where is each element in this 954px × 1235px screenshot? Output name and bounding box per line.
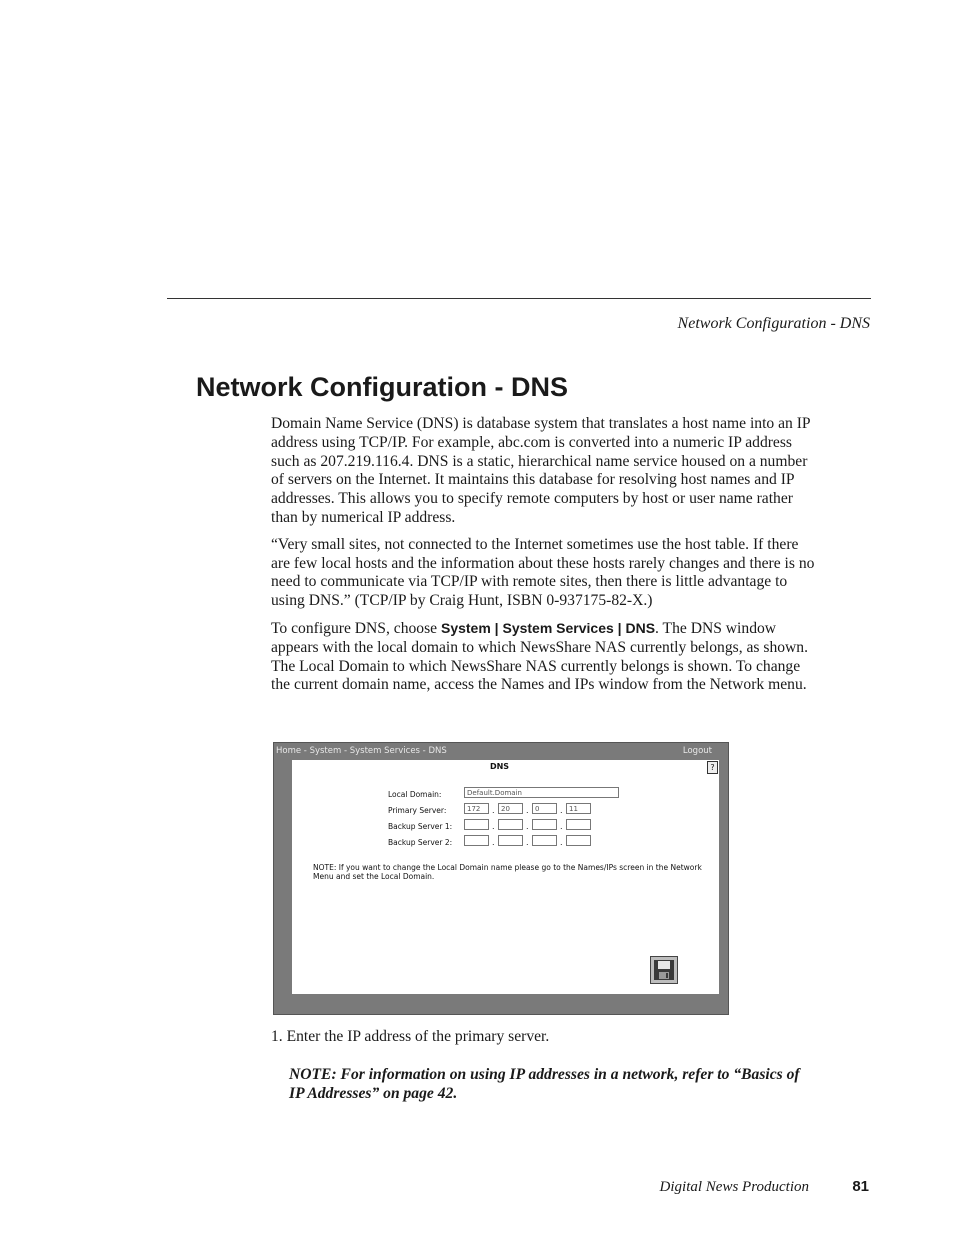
- primary-octet-1[interactable]: 172: [464, 803, 489, 814]
- breadcrumb[interactable]: Home - System - System Services - DNS: [276, 746, 447, 756]
- octet-dot: .: [560, 838, 563, 847]
- local-domain-field[interactable]: Default.Domain: [464, 787, 619, 798]
- header-rule: [167, 298, 871, 299]
- save-button[interactable]: [650, 956, 678, 984]
- backup2-octet-3[interactable]: [532, 835, 557, 846]
- note-ip-basics: NOTE: For information on using IP addresses in a network, refer to “Basics of IP Addresses” on page 42.: [289, 1066, 800, 1102]
- paragraph-quote: “Very small sites, not connected to the Internet sometimes use the host table. If there are few local hosts and the information about these hosts rarely changes and there is no need to communicate via TCP/IP with remote sites, then there is little advantage to using DNS.” (TCP/IP by Craig Hunt, ISBN 0-937175-82-X.): [271, 535, 815, 610]
- panel-title: DNS: [489, 762, 510, 771]
- backup1-octet-3[interactable]: [532, 819, 557, 830]
- backup1-octet-2[interactable]: [498, 819, 523, 830]
- primary-octet-2[interactable]: 20: [498, 803, 523, 814]
- backup1-octet-1[interactable]: [464, 819, 489, 830]
- configure-text-rest: . The DNS window appears with the local domain to which NewsShare NAS currently belongs, as shown. The Local Domain to which NewsShare NAS currently belongs is shown. To change the current domain name, access the Names and IPs window from the Network menu.: [271, 619, 809, 694]
- octet-dot: .: [560, 822, 563, 831]
- menu-path: System | System Services | DNS: [440, 619, 656, 636]
- primary-octet-4[interactable]: 11: [566, 803, 591, 814]
- paragraph-configure: [271, 619, 816, 695]
- octet-dot: .: [492, 806, 495, 815]
- dns-panel: [292, 760, 719, 994]
- primary-server-label: Primary Server:: [388, 806, 447, 815]
- configure-text-lead: To configure DNS, choose: [271, 619, 441, 637]
- backup-server-2-label: Backup Server 2:: [388, 838, 453, 847]
- step-1: 1. Enter the IP address of the primary server.: [271, 1028, 550, 1045]
- primary-octet-3[interactable]: 0: [532, 803, 557, 814]
- backup2-octet-4[interactable]: [566, 835, 591, 846]
- backup2-octet-2[interactable]: [498, 835, 523, 846]
- screenshot-title-bar: [274, 743, 728, 759]
- backup2-octet-1[interactable]: [464, 835, 489, 846]
- dns-window-screenshot: [273, 742, 729, 1015]
- backup-server-1-label: Backup Server 1:: [388, 822, 453, 831]
- octet-dot: .: [526, 822, 529, 831]
- page-number: 81: [852, 1178, 869, 1195]
- backup1-octet-4[interactable]: [566, 819, 591, 830]
- body-text: [271, 415, 816, 703]
- octet-dot: .: [492, 838, 495, 847]
- octet-dot: .: [526, 806, 529, 815]
- paragraph-dns-intro: Domain Name Service (DNS) is database system that translates a host name into an IP address using TCP/IP. For example, abc.com is converted into a numeric IP address such as 207.219.116.4. DNS is a static, hierarchical name service housed on a number of servers on the Internet. It maintains this database for resolving host names and IP addresses. This allows you to specify remote computers by host or user name rather than by numerical IP address.: [271, 415, 811, 526]
- octet-dot: .: [526, 838, 529, 847]
- octet-dot: .: [492, 822, 495, 831]
- floppy-disk-icon: [651, 957, 677, 983]
- logout-link[interactable]: Logout: [682, 746, 712, 756]
- footer-publication: Digital News Production: [659, 1179, 809, 1195]
- help-button[interactable]: ?: [707, 761, 718, 774]
- page-title: Network Configuration - DNS: [196, 372, 568, 402]
- screenshot-note: NOTE: If you want to change the Local Domain name please go to the Names/IPs screen in the Network Menu and set the Local Domain.: [313, 863, 702, 881]
- local-domain-label: Local Domain:: [388, 790, 442, 799]
- octet-dot: .: [560, 806, 563, 815]
- running-head: Network Configuration - DNS: [677, 315, 870, 332]
